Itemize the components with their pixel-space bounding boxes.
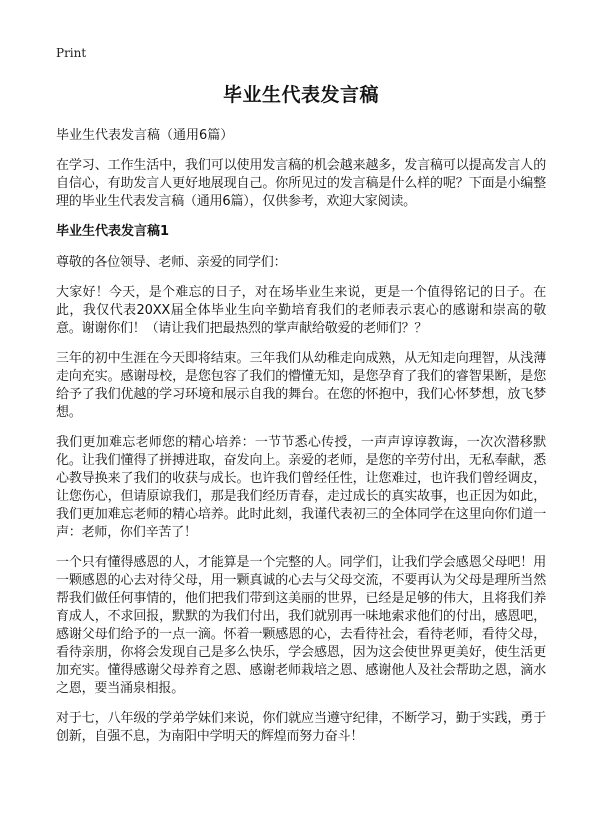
body-paragraph-1: 大家好！今天，是个难忘的日子，对在场毕业生来说，更是一个值得铭记的日子。在此，我仅代表20XX届全体毕业生向辛勤培育我们的老师表示衷心的感谢和崇高的敬意。谢谢你们！（请让我们把最热烈的掌声献给敬爱的老师们？？ <box>56 285 546 336</box>
body-paragraph-4: 一个只有懂得感恩的人，才能算是一个完整的人。同学们，让我们学会感恩父母吧！用一颗感恩的心去对待父母，用一颗真诚的心去与父母交流，不要再认为父母是理所当然帮我们做任何事情的，他们把我们带到这美丽的世界，已经是足够的伟大，且将我们养育成人，不求回报，默默的为我们付出，我们就别再一味地索求他们的付出，感恩吧，感谢父母们给予的一点一滴。怀着一颗感恩的心，去看待社会，看待老师，看待父母，看待亲朋，你将会发现自己是多么快乐，学会感恩，因为这会使世界更美好，使生活更加充实。懂得感谢父母养育之恩、感谢老师栽培之恩、感谢他人及社会帮助之恩，滴水之恩，要当涌泉相报。 <box>56 555 546 696</box>
body-paragraph-3: 我们更加难忘老师您的精心培养：一节节悉心传授，一声声谆谆教诲，一次次潜移默化。让我们懂得了拼搏进取，奋发向上。亲爱的老师，是您的辛劳付出，无私奉献，悉心教导换来了我们的收获与成长。也许我们曾经任性，让您难过，也许我们曾经调皮，让您伤心，但请原谅我们，那是我们经历青春，走过成长的真实故事，也正因为如此，我们更加难忘老师的精心培养。此时此刻，我谨代表初三的全体同学在这里向你们道一声：老师，你们辛苦了！ <box>56 435 546 540</box>
document-body <box>56 80 546 758</box>
section-heading: 毕业生代表发言稿1 <box>56 224 170 239</box>
print-link[interactable]: Print <box>56 46 87 60</box>
intro-paragraph: 在学习、工作生活中，我们可以使用发言稿的机会越来越多，发言稿可以提高发言人的自信心，有助发言人更好地展现自己。你所见过的发言稿是什么样的呢？下面是小编整理的毕业生代表发言稿（通用6篇），仅供参考，欢迎大家阅读。 <box>56 158 546 209</box>
document-title: 毕业生代表发言稿 <box>222 84 379 106</box>
document-subtitle: 毕业生代表发言稿（通用6篇） <box>56 128 234 143</box>
salutation-paragraph: 尊敬的各位领导、老师、亲爱的同学们： <box>56 255 287 270</box>
body-paragraph-5: 对于七，八年级的学弟学妹们来说，你们就应当遵守纪律，不断学习，勤于实践，勇于创新，自强不息，为南阳中学明天的辉煌而努力奋斗！ <box>56 711 546 744</box>
body-paragraph-2: 三年的初中生涯在今天即将结束。三年我们从幼稚走向成熟，从无知走向理智，从浅薄走向充实。感谢母校，是您包容了我们的懵懂无知，是您孕育了我们的睿智果断，是您给予了我们优越的学习环境和展示自我的舞台。在您的怀抱中，我们心怀梦想，放飞梦想。 <box>56 351 546 420</box>
